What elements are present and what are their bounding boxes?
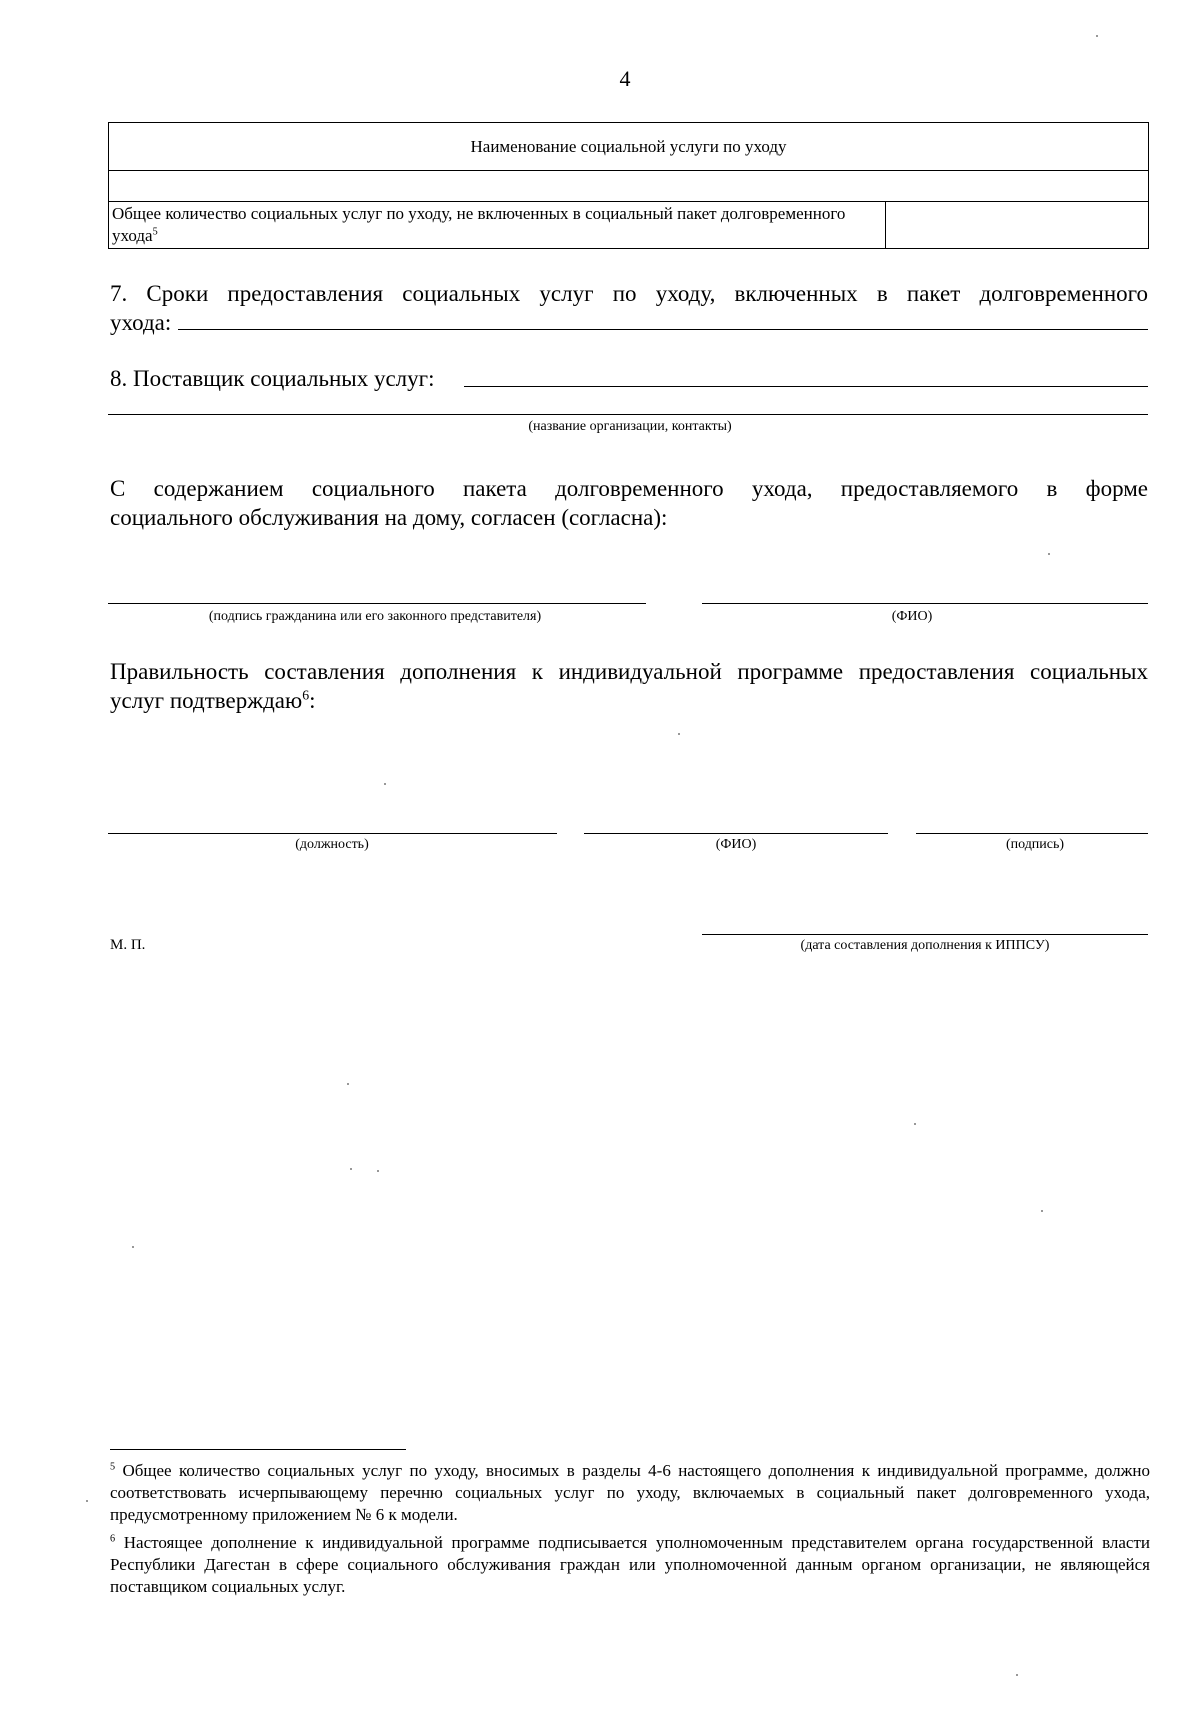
services-table	[108, 122, 1149, 249]
scan-speck	[1041, 1210, 1043, 1212]
confirm-line2	[110, 686, 315, 715]
confirm-position-caption: (должность)	[295, 837, 369, 852]
footnote-6-ref: 6	[110, 1533, 116, 1545]
confirm-line2-text: услуг подтверждаю	[110, 688, 303, 713]
scan-speck	[1048, 553, 1050, 555]
scan-speck	[914, 1123, 916, 1125]
total-label: Общее количество социальных услуг по уходу, не включенных в социальный пакет долговременного ухода	[112, 204, 846, 245]
stamp-label: М. П.	[110, 937, 146, 953]
scan-speck	[1096, 35, 1098, 37]
scan-speck	[350, 1168, 352, 1170]
consent-name-caption: (ФИО)	[891, 609, 933, 624]
consent-signature-caption: (подпись гражданина или его законного представителя)	[208, 609, 542, 624]
consent-line1: С содержанием социального пакета долговременного ухода, предоставляемого в форме	[110, 476, 1148, 501]
table-total-row	[109, 202, 1149, 249]
page-number: 4	[619, 66, 631, 91]
table-empty-row	[109, 171, 1149, 202]
consent-line2: социального обслуживания на дому, согласен (согласна):	[110, 505, 668, 530]
scan-speck	[384, 783, 386, 785]
consent-signature-line[interactable]	[108, 603, 646, 604]
scan-speck	[347, 1083, 349, 1085]
section8-second-line[interactable]	[108, 414, 1148, 415]
scan-speck	[86, 1500, 88, 1502]
confirm-signature-line[interactable]	[916, 833, 1148, 834]
footnote-ref-5: 5	[152, 226, 158, 238]
section8-caption: (название организации, контакты)	[528, 419, 732, 434]
footnote-5-ref: 5	[110, 1461, 116, 1473]
confirm-line1: Правильность составления дополнения к индивидуальной программе предоставления социальных	[110, 659, 1148, 684]
confirm-signature-caption: (подпись)	[1005, 837, 1065, 852]
table-header-cell: Наименование социальной услуги по уходу	[109, 123, 1149, 171]
consent-name-line[interactable]	[702, 603, 1148, 604]
table-header-row	[109, 123, 1149, 171]
section7-fill-line[interactable]	[178, 329, 1148, 330]
footnote-6-text: Настоящее дополнение к индивидуальной программе подписывается уполномоченным представителем органа государственной власти Республики Дагестан в сфере социального обслуживания граждан или уполномоченной данным органом организации, не являющейся поставщиком социальных услуг.	[110, 1533, 1150, 1596]
date-line[interactable]	[702, 934, 1148, 935]
confirm-name-line[interactable]	[584, 833, 888, 834]
scan-speck	[1016, 1674, 1018, 1676]
section8-label: 8. Поставщик социальных услуг:	[110, 366, 435, 391]
confirm-position-line[interactable]	[108, 833, 557, 834]
table-empty-cell	[109, 171, 1149, 202]
footnote-6	[110, 1532, 1150, 1598]
section7-line1: 7. Сроки предоставления социальных услуг по уходу, включенных в пакет долговременного	[110, 281, 1148, 306]
confirm-line2-colon: :	[309, 688, 316, 713]
total-label-cell	[109, 202, 886, 249]
section7-label: ухода:	[110, 310, 172, 335]
confirm-name-caption: (ФИО)	[715, 837, 757, 852]
footnote-separator	[110, 1449, 406, 1450]
scan-speck	[377, 1170, 379, 1172]
footnote-ref-6: 6	[302, 687, 310, 703]
footnote-5-text: Общее количество социальных услуг по уходу, вносимых в разделы 4-6 настоящего дополнения к индивидуальной программе, должно соответствовать исчерпывающему перечню социальных услуг по уходу, включаемых в социальный пакет долговременного ухода, предусмотренному приложением № 6 к модели.	[110, 1461, 1150, 1524]
scan-speck	[132, 1246, 134, 1248]
total-value-cell[interactable]	[886, 202, 1149, 249]
date-caption: (дата составления дополнения к ИППСУ)	[800, 938, 1050, 953]
scan-speck	[678, 733, 680, 735]
footnote-5	[110, 1460, 1150, 1526]
section8-fill-line[interactable]	[464, 386, 1148, 387]
